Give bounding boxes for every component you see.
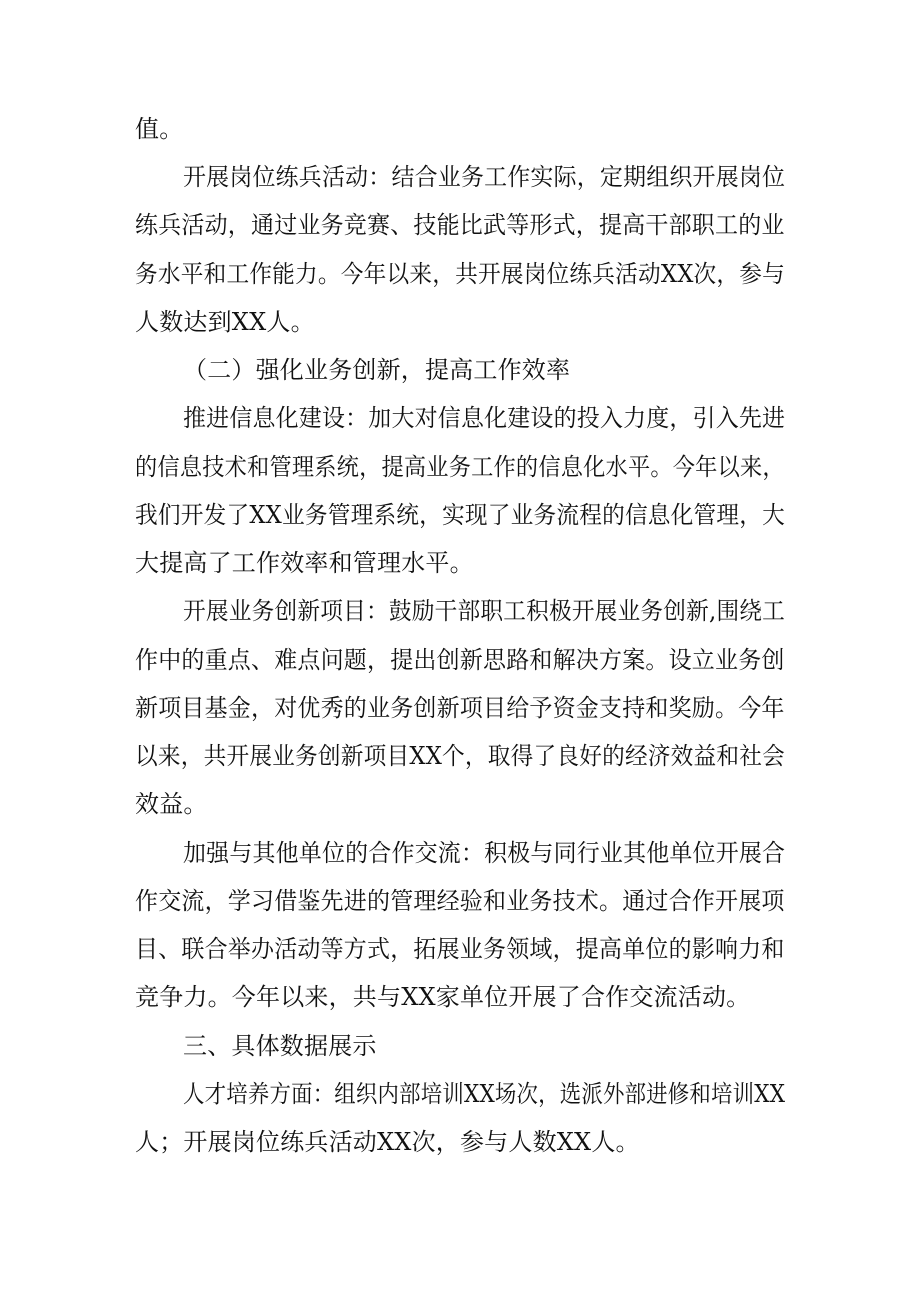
text-line: 我们开发了XX业务管理系统，实现了业务流程的信息化管理，大 — [135, 501, 786, 529]
text-line: 加强与其他单位的合作交流：积极与同行业其他单位开展合 — [183, 839, 786, 867]
text-line: 值。 — [135, 115, 184, 143]
text-line: 开展岗位练兵活动：结合业务工作实际，定期组织开展岗位 — [183, 163, 786, 191]
text-line: 的信息技术和管理系统，提高业务工作的信息化水平。今年以来， — [135, 453, 785, 481]
text-line: 作交流，学习借鉴先进的管理经验和业务技术。通过合作开展项 — [135, 887, 785, 915]
text-line: 务水平和工作能力。今年以来，共开展岗位练兵活动XX次，参与 — [135, 260, 786, 288]
text-line: 人数达到XX人。 — [135, 308, 315, 336]
text-line: 竞争力。今年以来，共与XX家单位开展了合作交流活动。 — [135, 983, 751, 1011]
text-line: 人；开展岗位练兵活动XX次，参与人数XX人。 — [135, 1128, 640, 1156]
section-heading: 三、具体数据展示 — [183, 1032, 377, 1060]
text-line: 人才培养方面：组织内部培训XX场次，选派外部进修和培训XX — [183, 1080, 786, 1108]
text-line: 开展业务创新项目：鼓励干部职工积极开展业务创新,围绕工 — [183, 597, 786, 625]
section-heading: （二）强化业务创新，提高工作效率 — [183, 356, 571, 384]
text-line: 推进信息化建设：加大对信息化建设的投入力度，引入先进 — [183, 404, 786, 432]
text-line: 大提高了工作效率和管理水平。 — [135, 549, 474, 577]
text-line: 以来，共开展业务创新项目XX个，取得了良好的经济效益和社会 — [135, 742, 786, 770]
text-line: 效益。 — [135, 790, 208, 818]
text-line: 练兵活动，通过业务竞赛、技能比武等形式，提高干部职工的业 — [135, 211, 785, 239]
text-line: 新项目基金，对优秀的业务创新项目给予资金支持和奖励。今年 — [135, 694, 785, 722]
text-line: 目、联合举办活动等方式，拓展业务领域，提高单位的影响力和 — [135, 935, 785, 963]
text-line: 作中的重点、难点问题，提出创新思路和解决方案。设立业务创 — [135, 646, 785, 674]
